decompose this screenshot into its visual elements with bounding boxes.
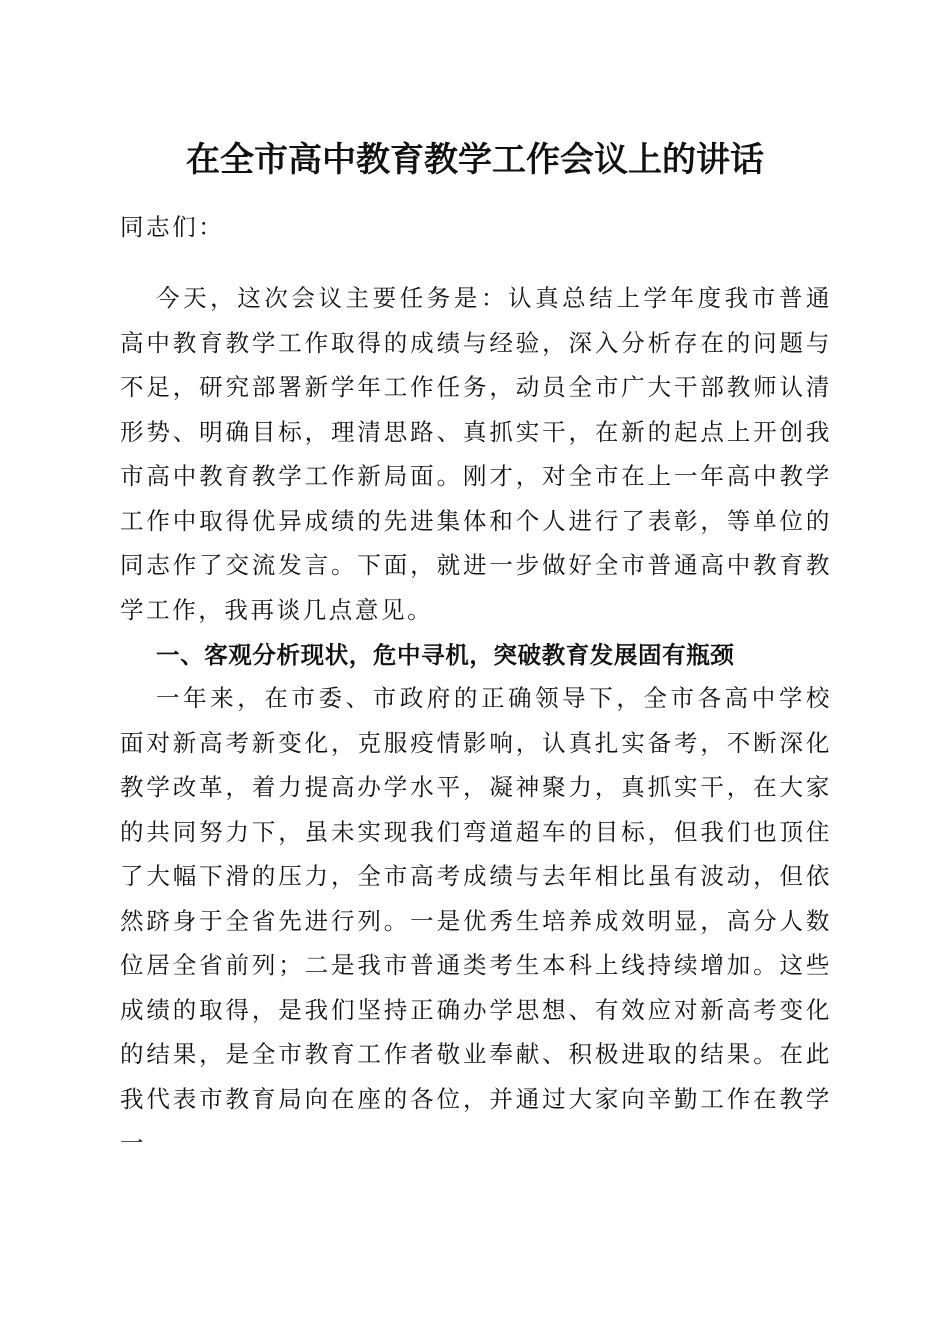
salutation: 同志们： <box>120 213 225 241</box>
paragraph-opening: 今天，这次会议主要任务是：认真总结上学年度我市普通高中教育教学工作取得的成绩与经验，深入分析存在的问题与不足，研究部署新学年工作任务，动员全市广大干部教师认清形势、明确目标，理清思路、真抓实干，在新的起点上开创我市高中教育教学工作新局面。刚才，对全市在上一年高中教学工作中取得优异成绩的先进集体和个人进行了表彰，等单位的同志作了交流发言。下面，就进一步做好全市普通高中教育教学工作，我再谈几点意见。 <box>120 284 832 624</box>
section-heading-1: 一、客观分析现状，危中寻机，突破教育发展固有瓶颈 <box>156 641 735 669</box>
document-title: 在全市高中教育教学工作会议上的讲话 <box>186 140 764 180</box>
paragraph-section-1: 一年来，在市委、市政府的正确领导下，全市各高中学校面对新高考新变化，克服疫情影响，认真扎实备考，不断深化教学改革，着力提高办学水平，凝神聚力，真抓实干，在大家的共同努力下，虽未实现我们弯道超车的目标，但我们也顶住了大幅下滑的压力，全市高考成绩与去年相比虽有波动，但依然跻身于全省先进行列。一是优秀生培养成效明显，高分人数位居全省前列；二是我市普通类考生本科上线持续增加。这些成绩的取得，是我们坚持正确办学思想、有效应对新高考变化的结果，是全市教育工作者敬业奉献、积极进取的结果。在此我代表市教育局向在座的各位，并通过大家向辛勤工作在教学一 <box>120 684 832 1157</box>
